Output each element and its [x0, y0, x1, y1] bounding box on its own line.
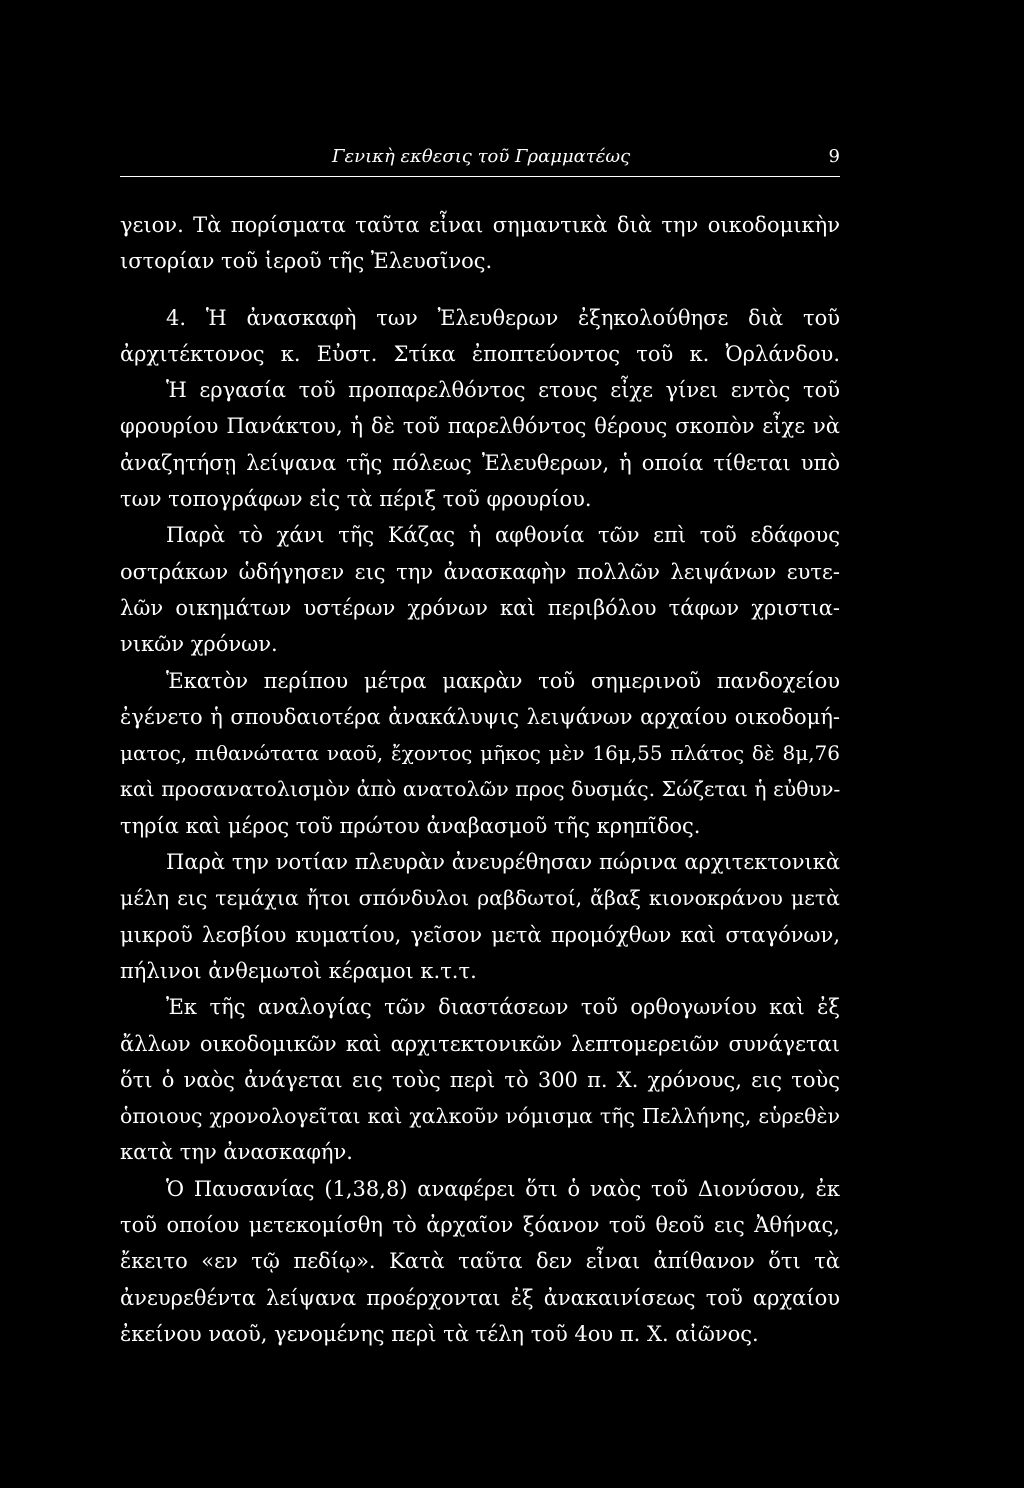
text-line: φρουρίου Πανάκτου, ἡ δὲ τοῦ παρελθόντος θέρους σκοπὸν εἶχε νὰ: [120, 414, 840, 439]
text-line: κατὰ την ἀνασκαφήν.: [120, 1140, 353, 1165]
text-line: ἀρχιτέκτονος κ. Εὐστ. Στίκα ἐποπτεύοντος τοῦ κ. Ὀρλάνδου.: [120, 341, 840, 366]
page-number: 9: [828, 146, 840, 167]
text-line: ὅτι ὁ ναὸς ἀνάγεται εις τοὺς περὶ τὸ 300 π. Χ. χρόνους, εις τοὺς: [120, 1067, 840, 1092]
text-line: ἐγένετο ἡ σπουδαιοτέρα ἀνακάλυψις λειψάνων αρχαίου οικοδομή-: [120, 704, 840, 729]
text-line: λῶν οικημάτων υστέρων χρόνων καὶ περιβόλου τάφων χριστια-: [120, 595, 840, 620]
text-line: Παρὰ την νοτίαν πλευρὰν ἀνευρέθησαν πώρινα αρχιτεκτονικὰ: [166, 850, 840, 875]
page: [120, 0, 840, 1488]
text-line: καὶ προσανατολισμὸν ἀπὸ ανατολῶν προς δυσμάς. Σώζεται ἡ εὐθυν-: [120, 777, 840, 802]
text-line: γειον. Τὰ πορίσματα ταῦτα εἶναι σημαντικὰ διὰ την οικοδομικὴν: [120, 213, 840, 237]
header-rule: [120, 176, 840, 177]
text-line: Ἑκατὸν περίπου μέτρα μακρὰν τοῦ σημερινοῦ πανδοχείου: [166, 668, 840, 693]
body-text: [120, 207, 840, 1352]
paragraph-gap: [120, 280, 840, 300]
text-line: ἐκείνου ναοῦ, γενομένης περὶ τὰ τέλη τοῦ 4ου π. Χ. αἰῶνος.: [120, 1321, 759, 1346]
text-line: πήλινοι ἀνθεμωτοὶ κέραμοι κ.τ.τ.: [120, 958, 477, 983]
text-line: 4. Ἡ ἀνασκαφὴ των Ἐλευθερων ἐξηκολούθησε διὰ τοῦ: [166, 305, 840, 330]
text-line: τηρία καὶ μέρος τοῦ πρώτου ἀναβασμοῦ τῆς κρηπῖδος.: [120, 813, 701, 838]
running-title: Γενικὴ εκθεσις τοῦ Γραμματέως: [332, 146, 631, 167]
text-line: ἔκειτο «εν τῷ πεδίῳ». Κατὰ ταῦτα δεν εἶναι ἀπίθανον ὅτι τὰ: [120, 1249, 840, 1274]
text-line: ἀνευρεθέντα λείψανα προέρχονται ἐξ ἀνακαινίσεως τοῦ αρχαίου: [120, 1285, 840, 1310]
text-line: μικροῦ λεσβίου κυματίου, γεῖσον μετὰ προμόχθων καὶ σταγόνων,: [120, 922, 840, 947]
text-line: ἀναζητήσῃ λείψανα τῆς πόλεως Ἐλευθερων, ἡ οποία τίθεται υπὸ: [120, 450, 840, 475]
text-line: μέλη εις τεμάχια ἤτοι σπόνδυλοι ραβδωτοί, ἄβαξ κιονοκράνου μετὰ: [120, 886, 840, 911]
text-line: ἄλλων οικοδομικῶν καὶ αρχιτεκτονικῶν λεπτομερειῶν συνάγεται: [120, 1031, 840, 1056]
text-line: ματος, πιθανώτατα ναοῦ, ἔχοντος μῆκος μὲν 16μ,55 πλάτος δὲ 8μ,76: [120, 741, 840, 766]
text-line: ιστορίαν τοῦ ἱεροῦ τῆς Ἐλευσῖνος.: [120, 249, 493, 274]
text-line: νικῶν χρόνων.: [120, 632, 278, 657]
text-line: τοῦ οποίου μετεκομίσθη τὸ ἀρχαῖον ξόανον τοῦ θεοῦ εις Ἀθήνας,: [120, 1213, 840, 1238]
text-line: Ἐκ τῆς αναλογίας τῶν διαστάσεων τοῦ ορθογωνίου καὶ ἐξ: [166, 995, 840, 1020]
text-line: ὁποιους χρονολογεῖται καὶ χαλκοῦν νόμισμα τῆς Πελλήνης, εὑρεθὲν: [120, 1104, 840, 1129]
text-line: οστράκων ὡδήγησεν εις την ἀνασκαφὴν πολλῶν λειψάνων ευτε-: [120, 559, 840, 584]
text-line: Παρὰ τὸ χάνι τῆς Κάζας ἡ αφθονία τῶν επὶ τοῦ εδάφους: [166, 523, 840, 548]
text-line: των τοπογράφων εἰς τὰ πέριξ τοῦ φρουρίου.: [120, 487, 592, 512]
page-header: [120, 146, 840, 172]
text-line: Ἡ εργασία τοῦ προπαρελθόντος ετους εἶχε γίνει εντὸς τοῦ: [166, 378, 840, 403]
text-line: Ὁ Παυσανίας (1,38,8) αναφέρει ὅτι ὁ ναὸς τοῦ Διονύσου, ἐκ: [166, 1176, 840, 1201]
